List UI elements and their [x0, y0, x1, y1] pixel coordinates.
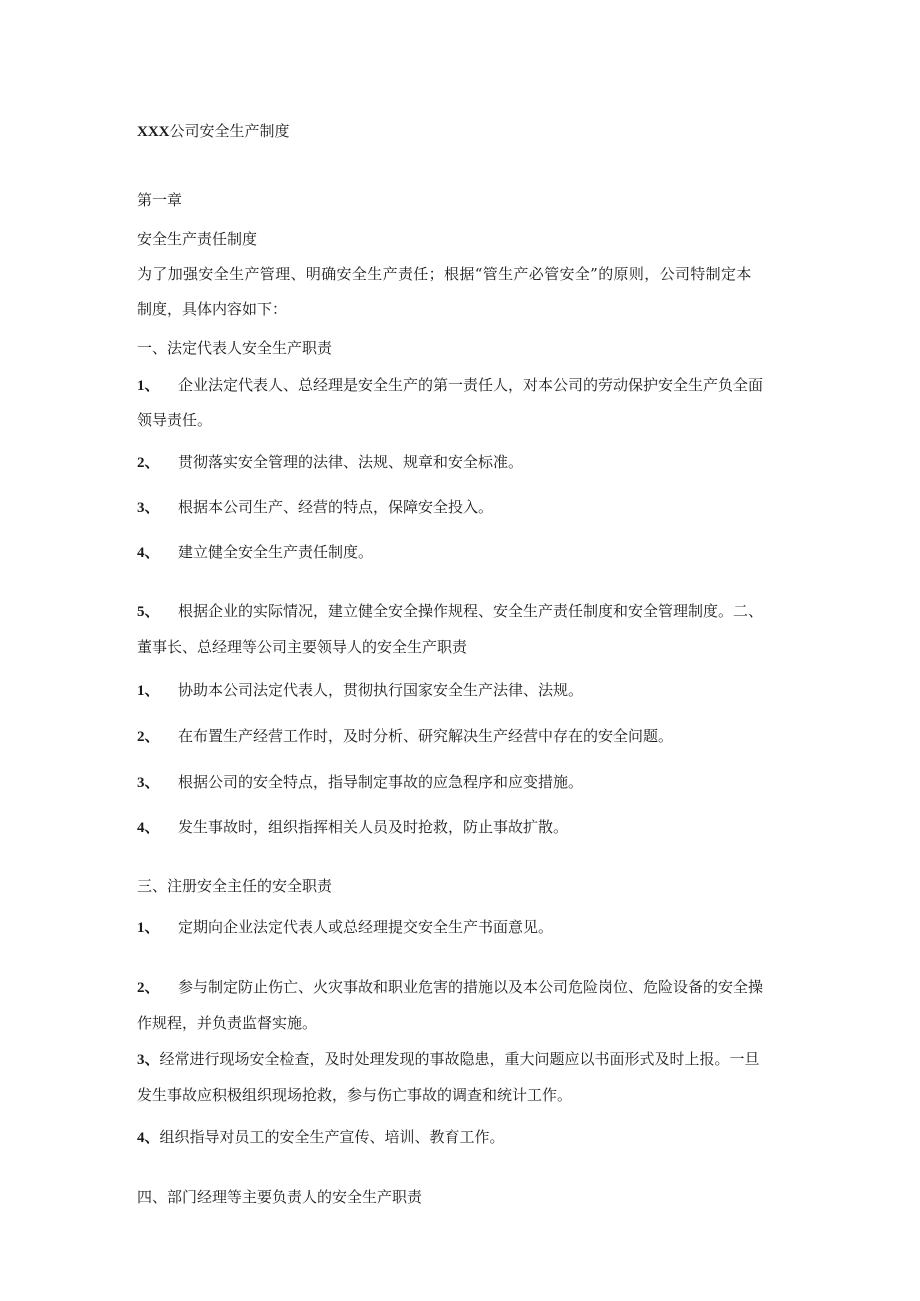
- item-text: 建立健全安全生产责任制度。: [178, 543, 374, 561]
- chapter-label: 第一章: [137, 191, 183, 209]
- item-number: 4、: [137, 820, 160, 836]
- item-text: 根据企业的实际情况，建立健全安全操作规程、安全生产责任制度和安全管理制度。二、: [178, 602, 764, 620]
- section1-item-1: [137, 375, 763, 396]
- section2-item-1: [137, 680, 583, 701]
- chapter-name: 安全生产责任制度: [137, 230, 258, 248]
- item-text: 在布置生产经营工作时，及时分析、研究解决生产经营中存在的安全问题。: [178, 727, 674, 745]
- title-prefix: XXX: [137, 124, 170, 140]
- item-text: 协助本公司法定代表人，贯彻执行国家安全生产法律、法规。: [178, 681, 584, 699]
- section1-heading: 一、法定代表人安全生产职责: [137, 339, 333, 357]
- item-number: 2、: [137, 729, 160, 745]
- item-number: 2、: [137, 455, 160, 471]
- item-number: 1、: [137, 920, 160, 936]
- section3-item-1: [137, 917, 553, 938]
- section3-item-4: [137, 1127, 505, 1148]
- item-text: 组织指导对员工的安全生产宣传、培训、教育工作。: [159, 1128, 505, 1146]
- section2-item-4: [137, 817, 568, 838]
- section2-item-2: [137, 726, 673, 747]
- item-number: 1、: [137, 683, 160, 699]
- item-text: 发生事故时，组织指挥相关人员及时抢救，防止事故扩散。: [178, 818, 569, 836]
- intro-line-2: 制度，具体内容如下：: [137, 300, 288, 318]
- intro-line-1: 为了加强安全生产管理、明确安全生产责任；根据“管生产必管安全”的原则，公司特制定本: [137, 265, 752, 283]
- section1-item-1-cont: 领导责任。: [137, 411, 213, 429]
- item-number: 3、: [137, 500, 160, 516]
- item-text: 贯彻落实安全管理的法律、法规、规章和安全标准。: [178, 453, 524, 471]
- section2-heading: 董事长、总经理等公司主要领导人的安全生产职责: [137, 638, 468, 656]
- item-number: 1、: [137, 378, 160, 394]
- section3-item-3: [137, 1049, 760, 1070]
- item-text: 参与制定防止伤亡、火灾事故和职业危害的措施以及本公司危险岗位、危险设备的安全操: [178, 978, 764, 996]
- item-text: 根据公司的安全特点，指导制定事故的应急程序和应变措施。: [178, 773, 584, 791]
- item-number: 5、: [137, 604, 160, 620]
- section2-item-3: [137, 772, 583, 793]
- section1-item-5: [137, 601, 763, 622]
- title-text: 公司安全生产制度: [169, 122, 290, 140]
- item-text: 经常进行现场安全检查，及时处理发现的事故隐患，重大问题应以书面形式及时上报。一旦: [159, 1050, 760, 1068]
- section3-item-3-cont: 发生事故应积极组织现场抢救，参与伤亡事故的调查和统计工作。: [137, 1086, 573, 1104]
- section1-item-3: [137, 497, 493, 518]
- item-number: 4、: [137, 1130, 160, 1146]
- item-number: 3、: [137, 1052, 160, 1068]
- item-text: 根据本公司生产、经营的特点，保障安全投入。: [178, 498, 494, 516]
- section4-heading: 四、部门经理等主要负责人的安全生产职责: [137, 1188, 423, 1206]
- section1-item-2: [137, 452, 523, 473]
- section1-item-4: [137, 542, 373, 563]
- item-text: 企业法定代表人、总经理是安全生产的第一责任人，对本公司的劳动保护安全生产负全面: [178, 376, 764, 394]
- section3-heading: 三、注册安全主任的安全职责: [137, 877, 333, 895]
- item-number: 2、: [137, 980, 160, 996]
- item-text: 定期向企业法定代表人或总经理提交安全生产书面意见。: [178, 918, 554, 936]
- section3-item-2: [137, 977, 763, 998]
- document-title: [137, 121, 290, 142]
- item-number: 3、: [137, 775, 160, 791]
- section3-item-2-cont: 作规程，并负责监督实施。: [137, 1014, 318, 1032]
- item-number: 4、: [137, 545, 160, 561]
